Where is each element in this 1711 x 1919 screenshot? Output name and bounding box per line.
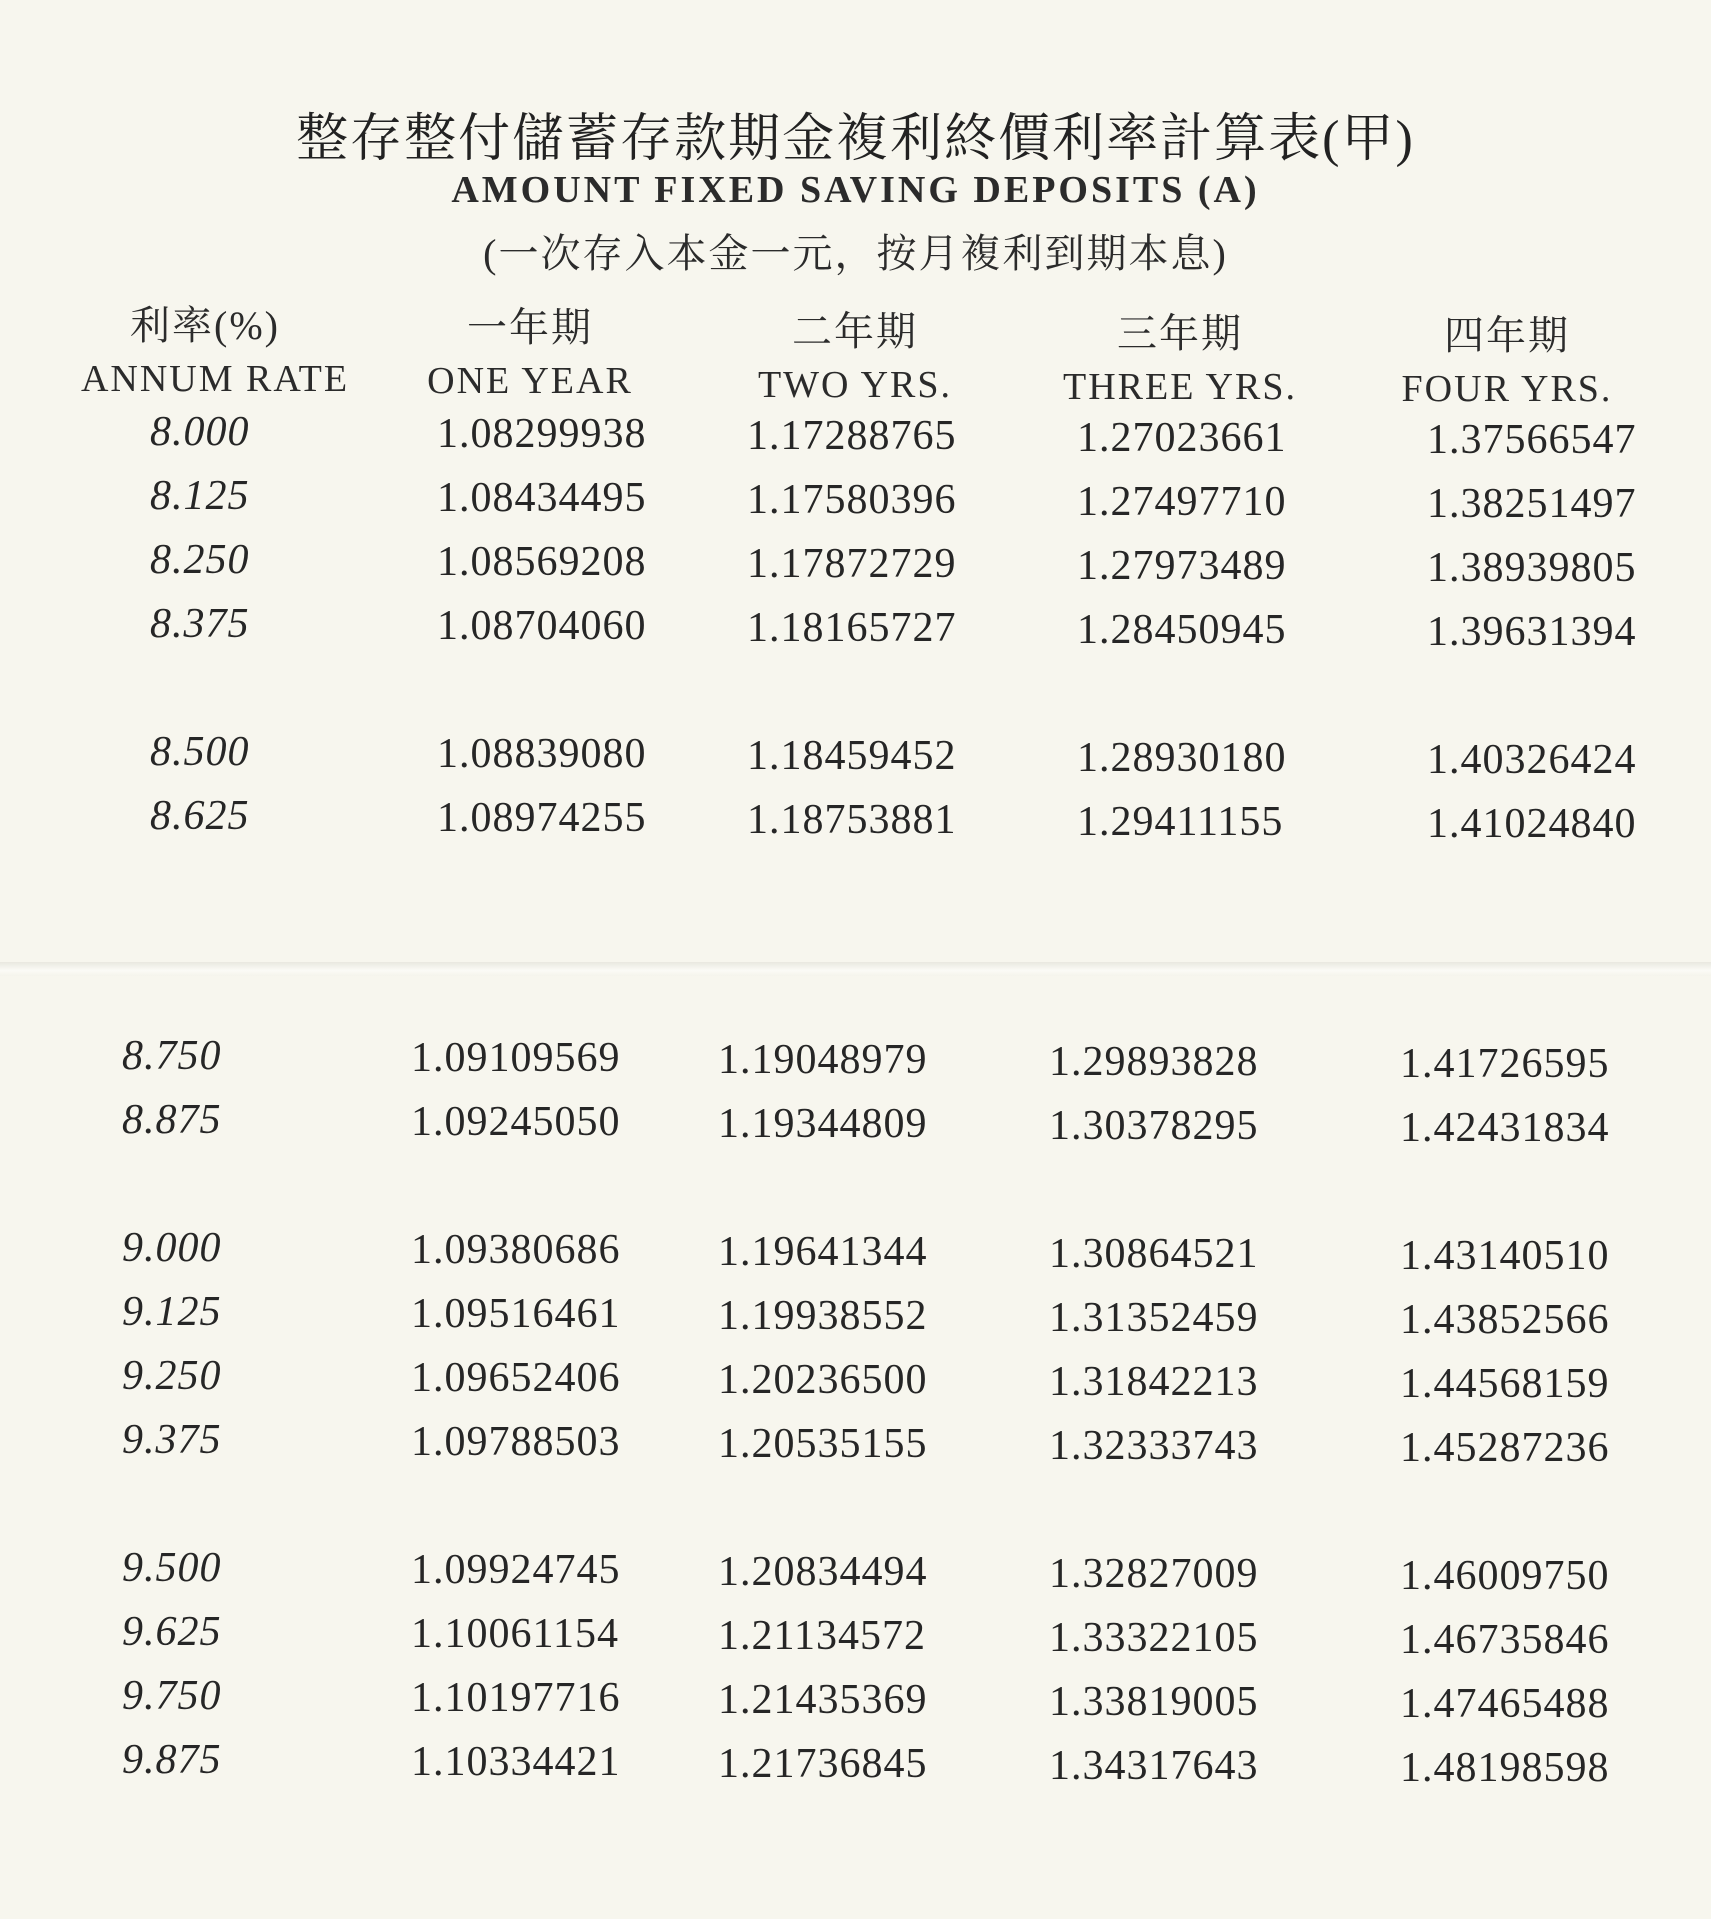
- three-years-cell: 1.32333743: [1049, 1423, 1259, 1469]
- two-years-cell: 1.20834494: [718, 1549, 928, 1595]
- header-annum-rate-zh: 利率(%): [130, 303, 280, 348]
- header-four-years: [1342, 304, 1672, 411]
- three-years-cell: 1.30864521: [1049, 1231, 1259, 1277]
- one-year-cell: 1.08974255: [437, 795, 647, 841]
- header-two-years-zh: 二年期: [792, 309, 918, 354]
- header-four-years-en: FOUR YRS.: [1401, 368, 1613, 410]
- header-three-years: [1015, 302, 1345, 409]
- table-row: [0, 792, 1711, 848]
- table-row: [0, 1672, 1711, 1728]
- three-years-cell: 1.31842213: [1049, 1359, 1259, 1405]
- two-years-cell: 1.19048979: [718, 1037, 928, 1083]
- two-years-cell: 1.21736845: [718, 1741, 928, 1787]
- rate-cell: 8.875: [122, 1097, 222, 1143]
- table-row: [0, 1544, 1711, 1600]
- three-years-cell: 1.29411155: [1077, 799, 1284, 845]
- one-year-cell: 1.08299938: [437, 411, 647, 457]
- header-one-year: [365, 296, 695, 403]
- one-year-cell: 1.08434495: [437, 475, 647, 521]
- rate-cell: 8.125: [150, 473, 250, 519]
- two-years-cell: 1.17580396: [747, 477, 957, 523]
- four-years-cell: 1.46009750: [1400, 1553, 1610, 1599]
- header-one-year-zh: 一年期: [467, 305, 593, 350]
- three-years-cell: 1.33322105: [1049, 1615, 1259, 1661]
- rate-cell: 9.000: [122, 1225, 222, 1271]
- table-row: [0, 600, 1711, 656]
- table-row: [0, 1416, 1711, 1472]
- header-annum-rate-en: ANNUM RATE: [80, 358, 350, 400]
- two-years-cell: 1.17872729: [747, 541, 957, 587]
- page-title-english: AMOUNT FIXED SAVING DEPOSITS (A): [451, 169, 1260, 211]
- rate-cell: 9.500: [122, 1545, 222, 1591]
- four-years-cell: 1.47465488: [1400, 1681, 1610, 1727]
- page-fold-crease: [0, 962, 1711, 976]
- four-years-cell: 1.41024840: [1427, 801, 1637, 847]
- four-years-cell: 1.38939805: [1427, 545, 1637, 591]
- four-years-cell: 1.43852566: [1400, 1297, 1610, 1343]
- one-year-cell: 1.09788503: [411, 1419, 621, 1465]
- table-row: [0, 1352, 1711, 1408]
- two-years-cell: 1.20535155: [718, 1421, 928, 1467]
- rate-cell: 8.375: [150, 601, 250, 647]
- header-one-year-en: ONE YEAR: [427, 360, 633, 402]
- four-years-cell: 1.44568159: [1400, 1361, 1610, 1407]
- rate-cell: 9.625: [122, 1609, 222, 1655]
- table-row: [0, 1608, 1711, 1664]
- one-year-cell: 1.08704060: [437, 603, 647, 649]
- three-years-cell: 1.28930180: [1077, 735, 1287, 781]
- two-years-cell: 1.19344809: [718, 1101, 928, 1147]
- one-year-cell: 1.09245050: [411, 1099, 621, 1145]
- rate-cell: 8.625: [150, 793, 250, 839]
- table-row: [0, 472, 1711, 528]
- one-year-cell: 1.10061154: [411, 1611, 619, 1657]
- four-years-cell: 1.39631394: [1427, 609, 1637, 655]
- one-year-cell: 1.10197716: [411, 1675, 621, 1721]
- three-years-cell: 1.34317643: [1049, 1743, 1259, 1789]
- header-three-years-en: THREE YRS.: [1063, 366, 1297, 408]
- one-year-cell: 1.08569208: [437, 539, 647, 585]
- four-years-cell: 1.48198598: [1400, 1745, 1610, 1791]
- one-year-cell: 1.08839080: [437, 731, 647, 777]
- one-year-cell: 1.09109569: [411, 1035, 621, 1081]
- page-subtitle: (一次存入本金一元，按月複利到期本息): [483, 231, 1228, 276]
- rate-cell: 9.250: [122, 1353, 222, 1399]
- one-year-cell: 1.09380686: [411, 1227, 621, 1273]
- one-year-cell: 1.09652406: [411, 1355, 621, 1401]
- three-years-cell: 1.27497710: [1077, 479, 1287, 525]
- header-two-years-en: TWO YRS.: [757, 364, 953, 406]
- rate-cell: 8.000: [150, 409, 250, 455]
- header-three-years-zh: 三年期: [1117, 311, 1243, 356]
- two-years-cell: 1.17288765: [747, 413, 957, 459]
- rate-cell: 9.375: [122, 1417, 222, 1463]
- four-years-cell: 1.42431834: [1400, 1105, 1610, 1151]
- four-years-cell: 1.45287236: [1400, 1425, 1610, 1471]
- table-row: [0, 1288, 1711, 1344]
- table-row: [0, 408, 1711, 464]
- three-years-cell: 1.31352459: [1049, 1295, 1259, 1341]
- four-years-cell: 1.38251497: [1427, 481, 1637, 527]
- two-years-cell: 1.20236500: [718, 1357, 928, 1403]
- three-years-cell: 1.29893828: [1049, 1039, 1259, 1085]
- rate-cell: 8.250: [150, 537, 250, 583]
- header-annum-rate: [50, 294, 380, 401]
- three-years-cell: 1.27973489: [1077, 543, 1287, 589]
- two-years-cell: 1.18165727: [747, 605, 957, 651]
- one-year-cell: 1.09924745: [411, 1547, 621, 1593]
- two-years-cell: 1.19938552: [718, 1293, 928, 1339]
- table-row: [0, 1032, 1711, 1088]
- table-row: [0, 1096, 1711, 1152]
- rate-cell: 8.500: [150, 729, 250, 775]
- four-years-cell: 1.40326424: [1427, 737, 1637, 783]
- page-title-chinese: 整存整付儲蓄存款期金複利終價利率計算表(甲): [296, 111, 1415, 168]
- one-year-cell: 1.09516461: [411, 1291, 621, 1337]
- table-row: [0, 536, 1711, 592]
- three-years-cell: 1.33819005: [1049, 1679, 1259, 1725]
- table-row: [0, 728, 1711, 784]
- four-years-cell: 1.37566547: [1427, 417, 1637, 463]
- rate-cell: 9.125: [122, 1289, 222, 1335]
- three-years-cell: 1.32827009: [1049, 1551, 1259, 1597]
- three-years-cell: 1.30378295: [1049, 1103, 1259, 1149]
- two-years-cell: 1.21435369: [718, 1677, 928, 1723]
- table-row: [0, 1224, 1711, 1280]
- rate-cell: 9.875: [122, 1737, 222, 1783]
- one-year-cell: 1.10334421: [411, 1739, 621, 1785]
- header-two-years: [690, 300, 1020, 407]
- four-years-cell: 1.41726595: [1400, 1041, 1610, 1087]
- four-years-cell: 1.46735846: [1400, 1617, 1610, 1663]
- rate-cell: 9.750: [122, 1673, 222, 1719]
- rate-cell: 8.750: [122, 1033, 222, 1079]
- two-years-cell: 1.19641344: [718, 1229, 928, 1275]
- three-years-cell: 1.27023661: [1077, 415, 1287, 461]
- four-years-cell: 1.43140510: [1400, 1233, 1610, 1279]
- header-four-years-zh: 四年期: [1444, 313, 1570, 358]
- two-years-cell: 1.18753881: [747, 797, 957, 843]
- two-years-cell: 1.21134572: [718, 1613, 926, 1659]
- table-row: [0, 1736, 1711, 1792]
- three-years-cell: 1.28450945: [1077, 607, 1287, 653]
- two-years-cell: 1.18459452: [747, 733, 957, 779]
